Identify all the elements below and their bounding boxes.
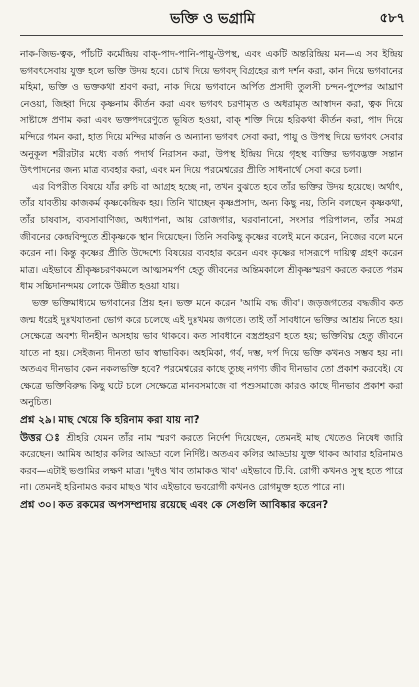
header-divider <box>20 35 403 36</box>
answer-label: উত্তর ঃ <box>20 431 62 444</box>
paragraph: ভক্ত ভক্তিমাধ্যমে ভগবানের প্রিয় হন। ভক্ত মনে করেন 'আমি বদ্ধ জীব'। জড়জগতের বদ্ধজীব কত জন্ম ধরেই দুঃখযাতনা ভোগ করে চলেছে এই দুঃখময় জগতে। তাই তাঁ সাবধানে ভক্তির আশ্রয় নিতে হয়। সেক্ষেত্রে অবশ্য দীনহীন অসহায় ভাব থাকবে। কত সাবধানে বস্ত্রপ্রহরণ হতে হয়; ভক্তিবিঘ্ন হেতু জীবনে যাতে না হয়। সেইজন্য দীনতা ভাব স্বাভাবিক। অহমিকা, গর্ব, দম্ভ, দর্প দিয়ে ভক্তি কখনও সম্ভব হয় না। অতএব দীনভাব কেন নকলভক্তি হবে? পরমেশ্বরের কাছে তুচ্ছ নগণ্য জীব দীনভাব তো প্রকাশ করবেই। যে ক্ষেত্রে ভক্তিবিরুদ্ধ কিছু ঘটে চলে সেক্ষেত্রে মানবসমাজে বা পশুসমাজে কারও কাছে দীনভাব প্রকাশ করা অনুচিত। <box>20 297 403 409</box>
question-text: মাছ খেয়ে কি হরিনাম করা যায় না? <box>58 415 200 427</box>
page-body <box>20 47 403 515</box>
question-label: প্রশ্ন ৩০। <box>20 499 56 512</box>
running-title: ভক্তি ও ভগ্রামি <box>170 11 255 27</box>
page-header <box>20 8 405 30</box>
answer-text: শ্রীহরি যেমন তাঁর নাম স্মরণ করতে নির্দেশ দিয়েছেন, তেমনই মাছ খেতেও নিষেধ জারি করেছেন। আমিষ আহার কলির আড্ডা বলে নির্দিষ্ট। অতএব কলির আড্ডায় যুক্ত থাকব আবার হরিনামও করব—এটাই ভণ্ডামির লক্ষণ মাত্র। 'দুধও খাব তামাকও খাব' এইভাবে টি.বি. রোগী কখনও সুস্থ হতে পারে না। তেমনই হরিনামও করব মাছও খাব এইভাবে ভবরোগী কখনও রোগমুক্ত হতে পারে না। <box>20 432 404 494</box>
question <box>20 412 403 430</box>
question <box>20 497 403 515</box>
paragraph: নাক-জিভ-ত্বক, পাঁচটি কর্মেন্দ্রিয় বাক্-পাদ-পানি-পায়ু-উপস্থ, এবং একটি অন্তরিন্দ্রিয় মন—এ সব ইন্দ্রিয় ভগবৎসেবায় যুক্ত হলে ভক্তি উদয় হবে। চোখ দিয়ে ভগবদ্ বিগ্রহের রূপ দর্শন করা, কান দিয়ে ভগবানের মহিমা, ভক্তি ও ভক্তকথা শ্রবণ করা, নাক দিয়ে ভগবানে অর্পিত প্রসাদী তুলসী চন্দন-পুষ্পের আঘ্রাণ নেওয়া, জিহ্বা দিয়ে কৃষ্ণনাম কীর্তন করা এবং ভগবৎ চরণামৃত ও অধরামৃত আস্বাদন করা, ত্বক দিয়ে সাষ্টাঙ্গে প্রণাম করা এবং ভক্তপদরেণুতে ভূষিত হওয়া, বাক্ শক্তি দিয়ে হরিকথা কীর্তন করা, পাদ দিয়ে মন্দিরে গমন করা, হাত দিয়ে মন্দির মার্জন ও অন্যান্য ভগবৎ সেবা করা, পায়ু ও উপস্থ দিয়ে ভগবৎ সেবার অনুকূল শরীরটার মধ্যে বর্জ্য পদার্থ নিরাসন করা, উপস্থ ইন্দ্রিয় দিয়ে গৃহস্থ ব্যক্তির ভগবদ্ভক্ত সন্তান উৎপাদনের জন্য মাত্র ব্যবহার করা, এবং মন দিয়ে পরমেশ্বরের প্রীতি সাধনার্থে সেবা করে চলা। <box>20 49 403 177</box>
question-label: প্রশ্ন ২৯। <box>20 414 56 427</box>
question-text: কত রকমের অপসম্প্রদায় রয়েছে এবং কে সেগুলি আবিষ্কার করেন? <box>58 500 329 512</box>
page-number: ৫৮৭ <box>379 11 405 26</box>
answer <box>20 430 403 497</box>
paragraph: এর বিপরীত বিষয়ে যাঁর রুচি বা আগ্রহ হচ্ছে না, তখন বুঝতে হবে তাঁর ভক্তির উদয় হয়েছে। অর্থাৎ, তাঁর যাবতীয় কাজকর্ম কৃষ্ণকেন্দ্রিক হয়। তিনি খাচ্ছেন কৃষ্ণপ্রসাদ, অন্য কিছু নয়, তিনি বলছেন কৃষ্ণকথা, তাঁর চাষবাস, ব্যবসাবাণিজ্য, অধ্যাপনা, আয় রোজগার, ঘরবানানো, সংসার পরিপালন, তাঁর সমগ্র জীবনের কেন্দ্রবিন্দুতে শ্রীকৃষ্ণকে স্থান দিয়েছেন। তিনি সবকিছু কৃষ্ণের বলেই মনে করেন, নিজের বলে মনে করেন না। কিন্তু কৃষ্ণের প্রীতি উদ্দেশ্যে বিষয়ের ব্যবহার করেন এবং কৃষ্ণের দাসরূপে দায়িত্ব গ্রহণ করেন মাত্র। এইভাবে শ্রীকৃষ্ণচরণকমলে আত্মসমর্পণ হেতু জীবনের অন্তিমকালে শ্রীকৃষ্ণস্মরণ করতে করতে পরম ধাম সচ্চিদানন্দময় লোকে উন্নীত হওয়া যায়। <box>20 181 403 293</box>
